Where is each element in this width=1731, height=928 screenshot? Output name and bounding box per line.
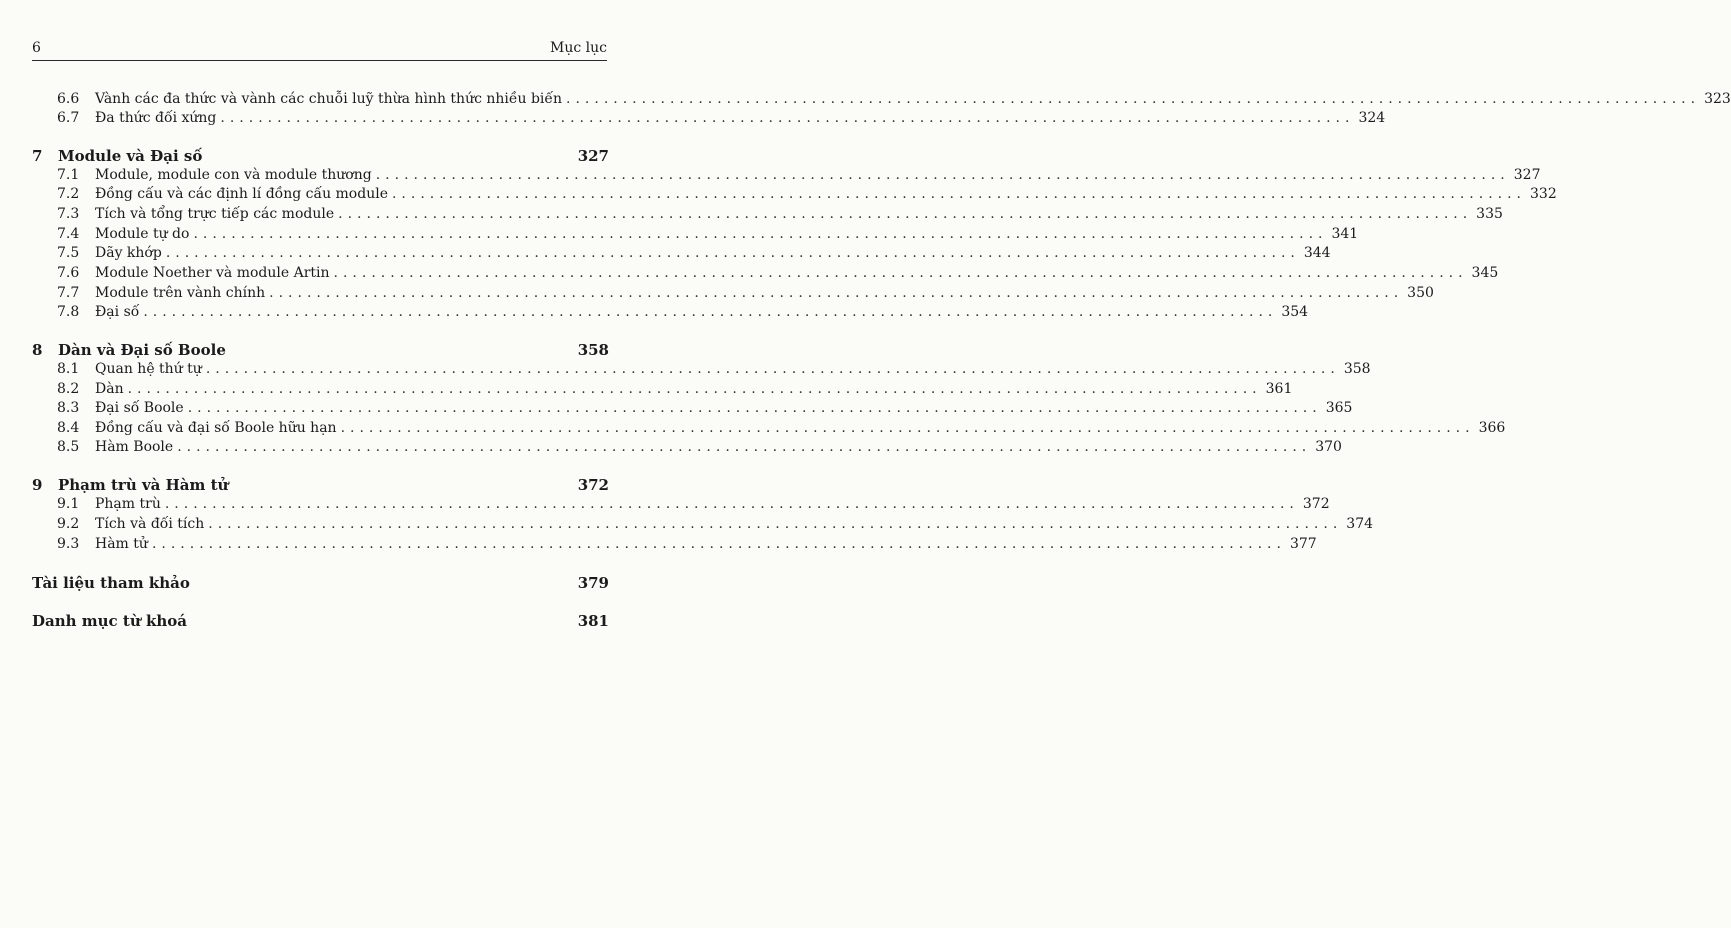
chapter-number: 7 [32,147,43,165]
section-title: Dãy khớp [95,245,162,261]
section-title: Đại số Boole [95,400,184,416]
section-title: Đồng cấu và các định lí đồng cấu module [95,186,388,202]
section-page: 327 [1513,167,1541,183]
toc-entry [57,437,1342,457]
toc-entry [57,534,1317,554]
section-page: 324 [1358,110,1386,126]
section-number: 8.1 [57,361,80,377]
back-matter-title: Tài liệu tham khảo [32,574,190,592]
section-page: 335 [1476,206,1503,222]
chapter-number: 9 [32,476,43,494]
chapter-heading [32,339,609,361]
toc-entry [57,89,1731,109]
dot-leader: ........................................................................................................................ [165,245,1300,261]
section-title: Vành các đa thức và vành các chuỗi luỹ thừa hình thức nhiều biến [95,91,563,107]
section-title: Module tự do [95,226,190,242]
back-matter-title: Danh mục từ khoá [32,612,187,630]
section-number: 7.3 [57,206,80,222]
section-title: Quan hệ thứ tự [95,361,202,377]
section-title: Hàm tử [95,536,148,552]
section-page: 377 [1289,536,1317,552]
section-page: 358 [1343,361,1371,377]
dot-leader: ........................................................................................................................ [220,110,1355,126]
section-number: 7.2 [57,186,80,202]
section-page: 341 [1331,226,1359,242]
section-page: 361 [1265,381,1293,397]
dot-leader: ........................................................................................................................ [151,536,1286,552]
back-matter-heading [32,572,609,594]
dot-leader: ........................................................................................................................ [566,91,1701,107]
dot-leader: ........................................................................................................................ [269,285,1404,301]
section-title: Tích và đối tích [95,516,205,532]
toc-entry [57,418,1506,438]
section-page: 374 [1346,516,1374,532]
section-number: 7.7 [57,285,80,301]
dot-leader: ........................................................................................................................ [338,206,1473,222]
toc-entry [57,398,1353,418]
section-page: 370 [1315,439,1342,455]
chapter-heading [32,474,609,496]
toc-entry [57,514,1374,534]
toc-entry [57,359,1371,379]
section-number: 8.4 [57,420,80,436]
dot-leader: ........................................................................................................................ [127,381,1262,397]
dot-leader: ........................................................................................................................ [177,439,1312,455]
dot-leader: ........................................................................................................................ [164,496,1299,512]
toc-entry [57,302,1309,322]
back-matter-heading [32,610,609,632]
toc-entry [57,108,1386,128]
section-title: Tích và tổng trực tiếp các module [95,206,335,222]
section-number: 9.1 [57,496,80,512]
section-title: Hàm Boole [95,439,174,455]
section-page: 354 [1281,304,1309,320]
dot-leader: ........................................................................................................................ [340,420,1475,436]
section-number: 9.2 [57,516,80,532]
back-matter-page: 379 [577,574,609,592]
section-number: 9.3 [57,536,80,552]
section-title: Đồng cấu và đại số Boole hữu hạn [95,420,337,436]
chapter-title: Dàn và Đại số Boole [58,341,226,359]
dot-leader: ........................................................................................................................ [391,186,1527,202]
section-number: 8.5 [57,439,80,455]
toc-entry [57,379,1293,399]
section-number: 7.8 [57,304,80,320]
toc-entry [57,184,1557,204]
section-page: 372 [1302,496,1330,512]
toc-entry [57,165,1541,185]
section-title: Module trên vành chính [95,285,266,301]
section-title: Module, module con và module thương [95,167,372,183]
chapter-page: 327 [577,147,609,165]
dot-leader: ........................................................................................................................ [193,226,1328,242]
chapter-page: 372 [577,476,609,494]
section-number: 6.7 [57,110,80,126]
toc-entry [57,243,1331,263]
chapter-number: 8 [32,341,43,359]
section-title: Dàn [95,381,124,397]
toc-entry [57,263,1499,283]
section-title: Phạm trù [95,496,161,512]
section-title: Đa thức đối xứng [95,110,217,126]
section-page: 332 [1530,186,1557,202]
dot-leader: ........................................................................................................................ [187,400,1322,416]
dot-leader: ........................................................................................................................ [205,361,1340,377]
dot-leader: ........................................................................................................................ [333,265,1468,281]
section-number: 8.3 [57,400,80,416]
back-matter-page: 381 [577,612,609,630]
section-number: 7.1 [57,167,80,183]
page-number: 6 [32,40,41,56]
section-page: 350 [1407,285,1434,301]
section-number: 8.2 [57,381,80,397]
section-page: 344 [1303,245,1331,261]
running-title: Mục lục [550,40,607,56]
section-page: 323 [1704,91,1731,107]
chapter-title: Module và Đại số [58,147,203,165]
section-page: 366 [1478,420,1506,436]
toc-entry [57,224,1359,244]
chapter-title: Phạm trù và Hàm tử [58,476,229,494]
section-number: 7.5 [57,245,80,261]
dot-leader: ........................................................................................................................ [208,516,1343,532]
section-page: 345 [1471,265,1499,281]
toc-entry [57,494,1330,514]
section-title: Đại số [95,304,140,320]
section-page: 365 [1325,400,1353,416]
section-number: 7.4 [57,226,80,242]
toc-entry [57,204,1503,224]
toc-entry [57,283,1434,303]
section-number: 6.6 [57,91,80,107]
dot-leader: ........................................................................................................................ [143,304,1278,320]
chapter-page: 358 [577,341,609,359]
chapter-heading [32,145,609,167]
section-number: 7.6 [57,265,80,281]
section-title: Module Noether và module Artin [95,265,330,281]
dot-leader: ........................................................................................................................ [375,167,1510,183]
